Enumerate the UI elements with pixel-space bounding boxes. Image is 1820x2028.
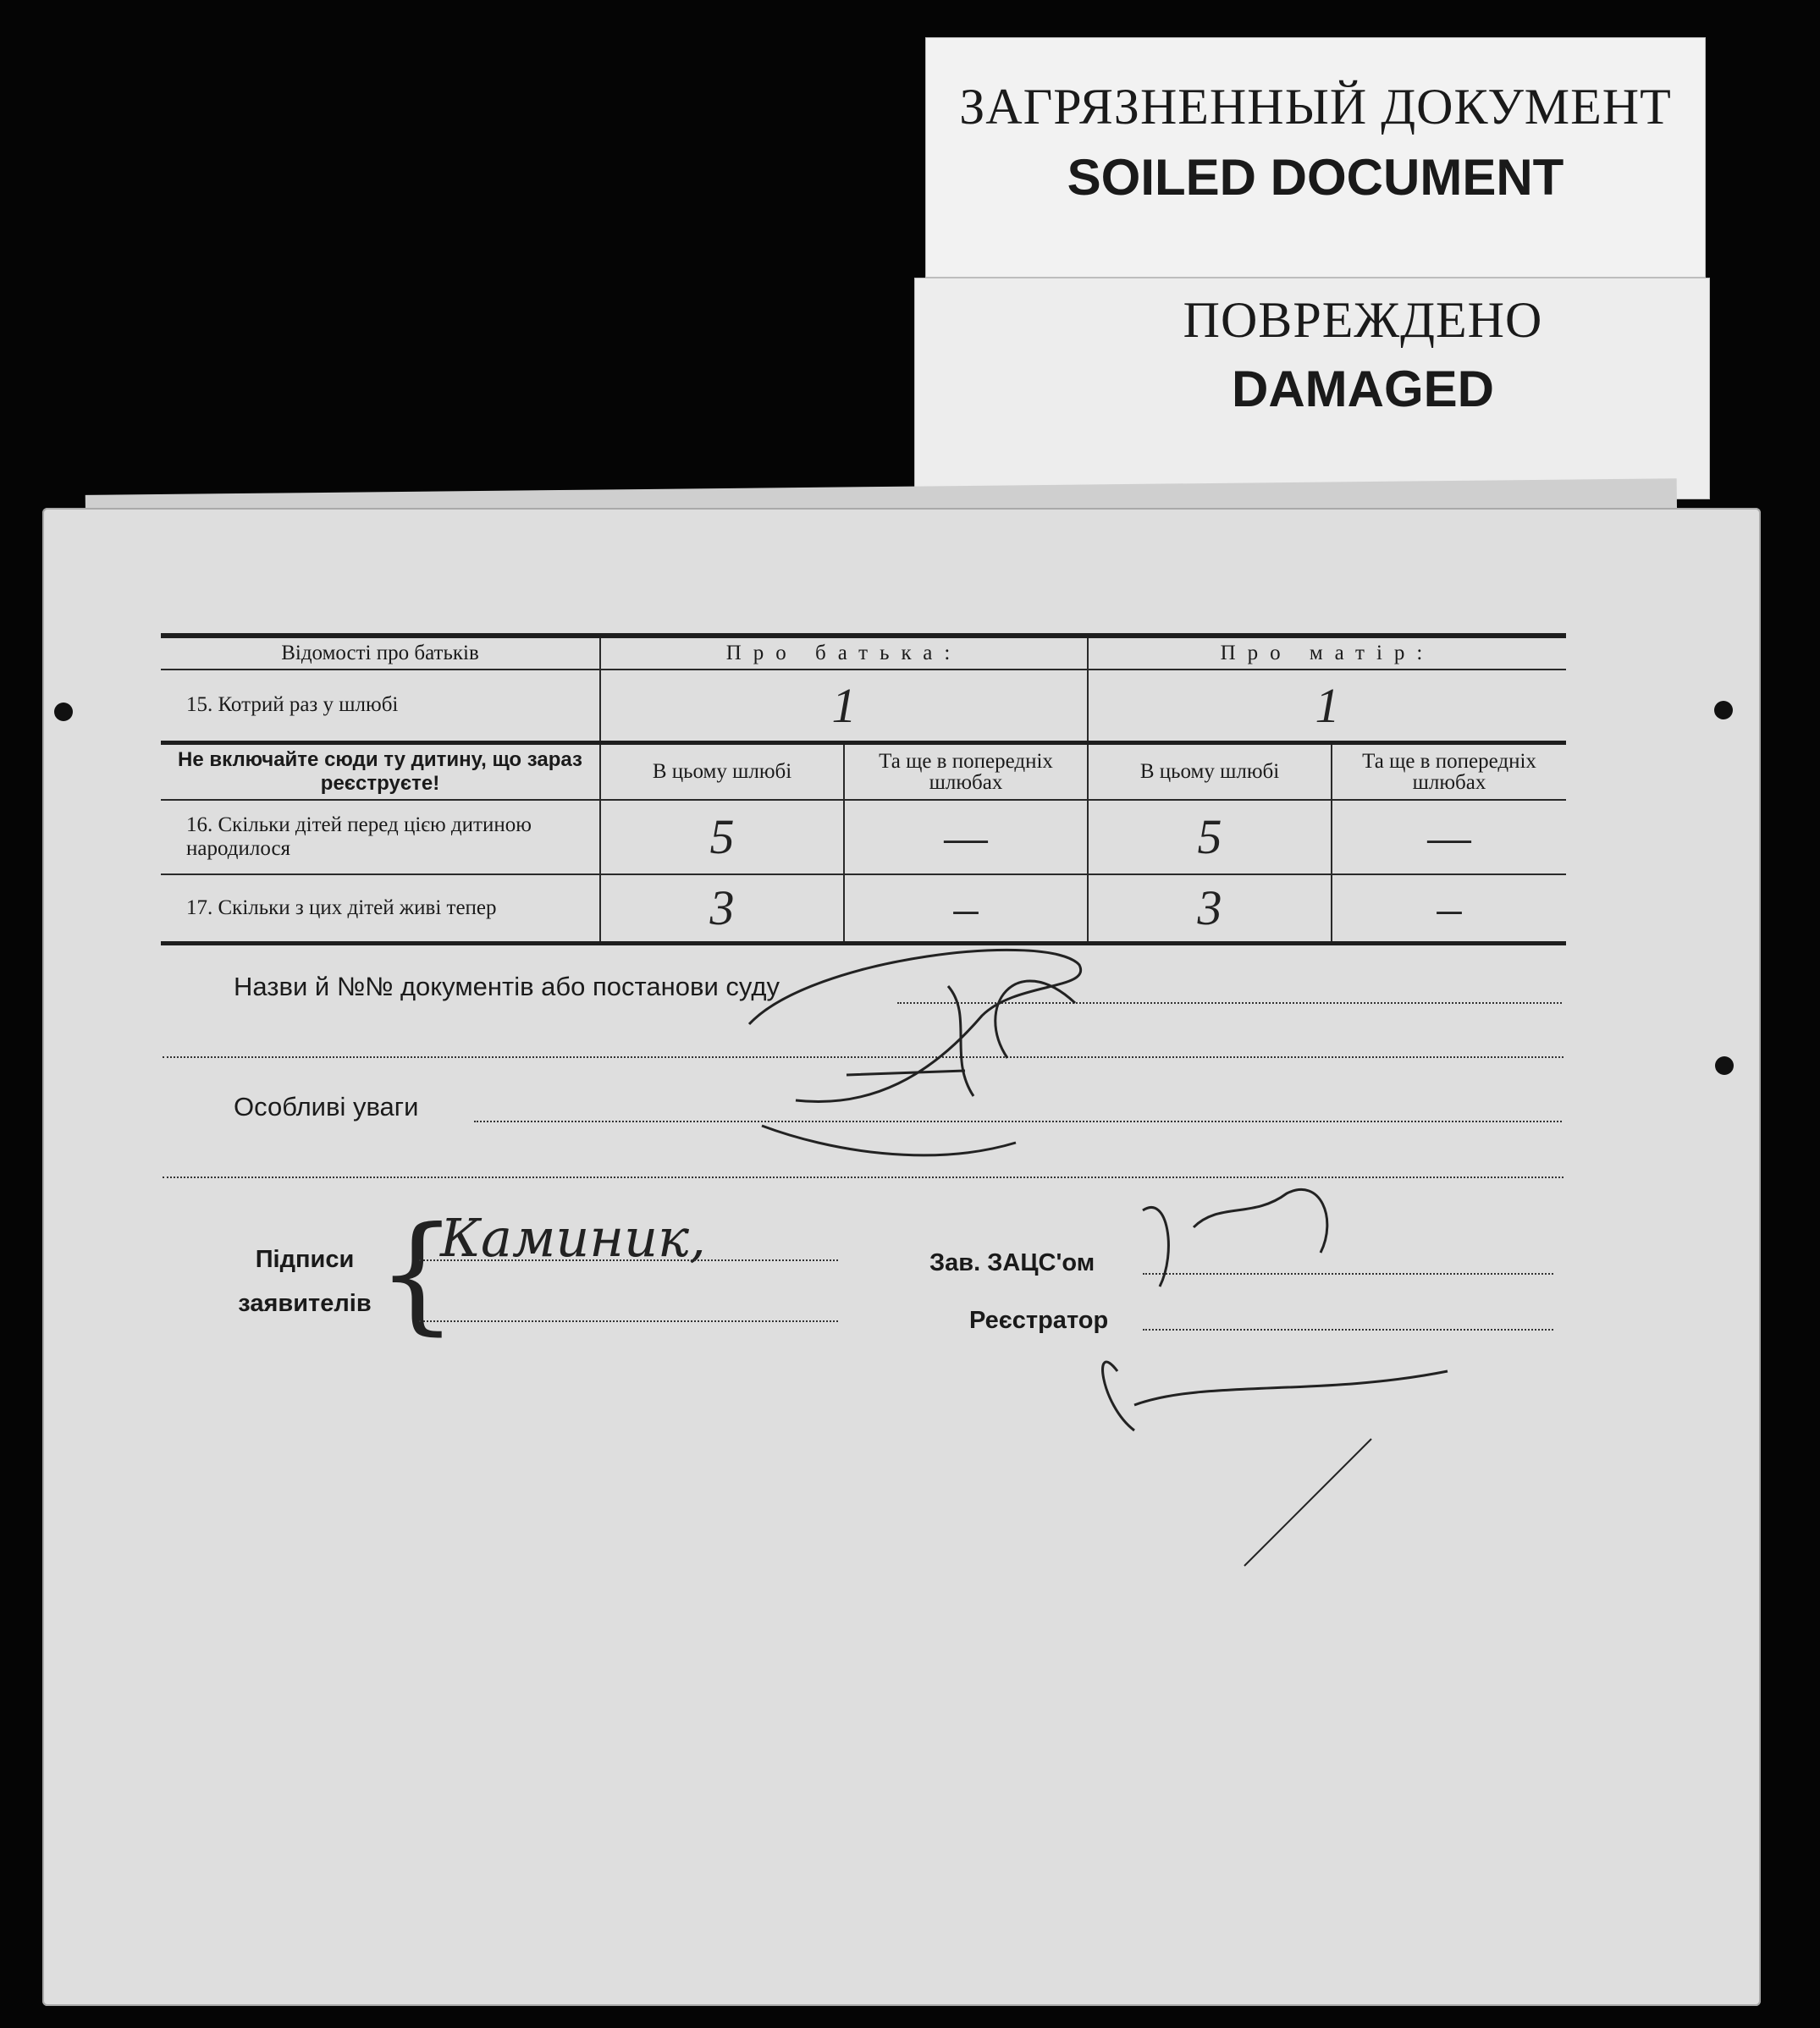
brace: {	[377, 1200, 458, 1347]
row17-value: 3	[600, 874, 844, 944]
damaged-label-en: DAMAGED	[1232, 361, 1494, 417]
applicant-signature: Каминик,	[440, 1207, 706, 1269]
damaged-label-ru: ПОВРЕЖДЕНО	[1183, 292, 1543, 348]
table-header-label: Відомості про батьків	[161, 636, 600, 670]
pen-stroke	[1244, 1439, 1371, 1566]
pen-stroke	[762, 1071, 1016, 1155]
pen-stroke	[749, 950, 1081, 1101]
row16-value: —	[1332, 800, 1566, 874]
row15-mother-value: 1	[1088, 670, 1566, 742]
row17-label: 17. Скільки з цих дітей живі тепер	[161, 874, 600, 944]
exclusion-note: Не включайте сюди ту дитину, що зараз реєструєте!	[161, 742, 600, 800]
row16-label: 16. Скільки дітей перед цією дитиною народилося	[161, 800, 600, 874]
row17-value: –	[844, 874, 1088, 944]
col-previous-marriages-father: Та ще в попередніх шлюбах	[844, 742, 1088, 800]
registrar-label: Реєстратор	[969, 1307, 1109, 1334]
row16-value: 5	[1088, 800, 1332, 874]
soiled-label-en: SOILED DOCUMENT	[1067, 149, 1564, 206]
remarks-label: Особливі уваги	[234, 1092, 419, 1121]
row15-label: 15. Котрий раз у шлюбі	[161, 670, 600, 742]
row15-father-value: 1	[600, 670, 1088, 742]
col-this-marriage-father: В цьому шлюбі	[600, 742, 844, 800]
soiled-label-ru: ЗАГРЯЗНЕННЫЙ ДОКУМЕНТ	[959, 79, 1672, 135]
row16-value: 5	[600, 800, 844, 874]
row17-value: 3	[1088, 874, 1332, 944]
row17-value: –	[1332, 874, 1566, 944]
father-header: Про батька:	[600, 636, 1088, 670]
documents-label: Назви й №№ документів або постанови суду	[234, 972, 780, 1001]
col-previous-marriages-mother: Та ще в попередніх шлюбах	[1332, 742, 1566, 800]
head-label: Зав. ЗАЦС'ом	[929, 1249, 1095, 1276]
row16-value: —	[844, 800, 1088, 874]
pen-stroke	[1103, 1362, 1448, 1430]
signatures-label: Підписи заявителів	[238, 1246, 372, 1317]
pen-stroke	[1143, 1189, 1327, 1287]
mother-header: Про матір:	[1088, 636, 1566, 670]
col-this-marriage-mother: В цьому шлюбі	[1088, 742, 1332, 800]
